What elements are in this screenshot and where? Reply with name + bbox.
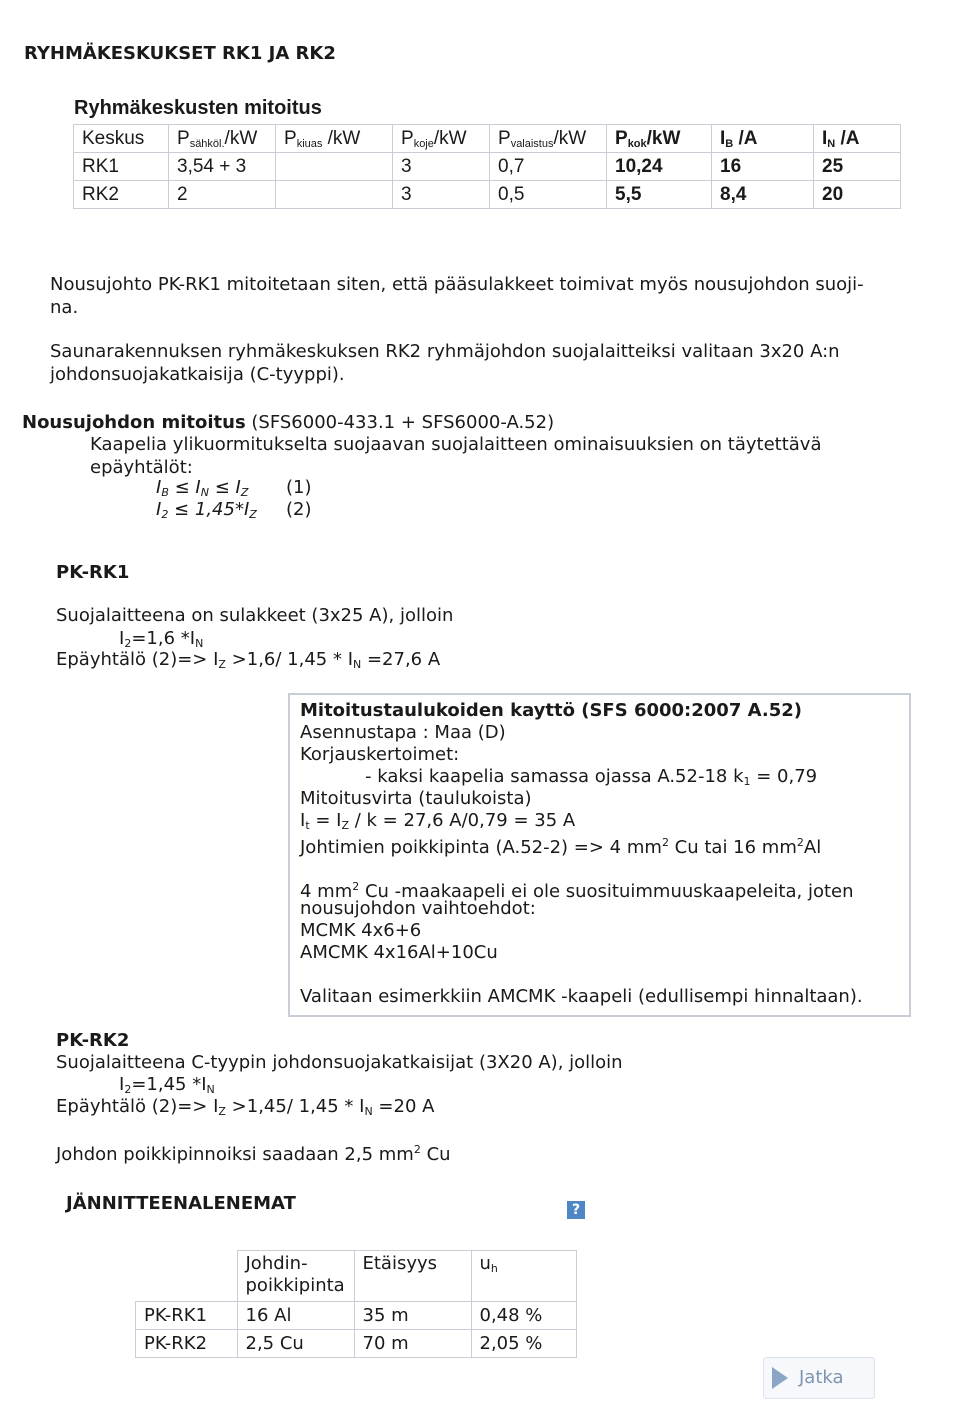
- riser-heading: Nousujohdon mitoitus (SFS6000-433.1 + SFS6000-A.52): [22, 412, 555, 433]
- table-header-row: [74, 125, 901, 153]
- table-cell: 5,5: [607, 181, 712, 209]
- header-cell: $I_N$ /A: [814, 125, 901, 153]
- table-row: [136, 1330, 577, 1358]
- table-cell: 70 m: [354, 1330, 471, 1358]
- box-choice: Valitaan esimerkkiin AMCMK -kaapeli (edullisempi hinnaltaan).: [300, 986, 863, 1007]
- header-cell: Johdin- poikkipinta: [237, 1251, 354, 1302]
- page-title: RYHMÄKESKUKSET RK1 JA RK2: [24, 43, 336, 64]
- table-cell: 16: [712, 153, 814, 181]
- sizing-heading: Ryhmäkeskusten mitoitus: [74, 97, 322, 119]
- para2-line1: Saunarakennuksen ryhmäkeskuksen RK2 ryhmäjohdon suojalaitteiksi valitaan 3x20 A:n: [50, 341, 840, 362]
- table-cell: 25: [814, 153, 901, 181]
- equation-1-number: (1): [286, 477, 312, 498]
- table-cell: RK2: [74, 181, 169, 209]
- table-cell: 0,5: [490, 181, 607, 209]
- voltage-heading: JÄNNITTEENALENEMAT: [66, 1193, 296, 1214]
- play-triangle-icon: [772, 1367, 788, 1389]
- header-cell-empty: [136, 1251, 238, 1302]
- box-correction-factor: - kaksi kaapelia samassa ojassa A.52-18 $k_1 = 0,79$: [365, 766, 818, 788]
- table-cell: [276, 153, 393, 181]
- pkrk1-heading: PK-RK1: [56, 562, 130, 583]
- table-cell: 0,7: [490, 153, 607, 181]
- header-cell: $P_{koje}/kW$: [393, 125, 490, 153]
- table-cell: 3,54 + 3: [169, 153, 276, 181]
- table-cell: 16 Al: [237, 1302, 354, 1330]
- header-cell: $P_{kok}/kW$: [607, 125, 712, 153]
- next-button-label: Jatka: [799, 1367, 844, 1388]
- para1-line1: Nousujohto PK-RK1 mitoitetaan siten, että pääsulakkeet toimivat myös nousujohdon suoji-: [50, 274, 864, 295]
- equation-2: $I_2 \le 1,45*I_Z$: [156, 499, 257, 521]
- para1-line2: na.: [50, 297, 79, 318]
- header-cell: $u_h$: [471, 1251, 577, 1302]
- para2-line2: johdonsuojakatkaisija (C-tyyppi).: [50, 364, 345, 385]
- riser-line1: Kaapelia ylikuormitukselta suojaavan suojalaitteen ominaisuuksien on täytettävä: [90, 434, 822, 455]
- sizing-tables-box: [288, 693, 911, 1017]
- table-cell: 20: [814, 181, 901, 209]
- pkrk2-line1: Suojalaitteena C-tyypin johdonsuojakatkaisijat (3X20 A), jolloin: [56, 1052, 623, 1073]
- box-note-line2: nousujohdon vaihtoehdot:: [300, 898, 536, 919]
- help-icon[interactable]: ?: [567, 1201, 585, 1219]
- pkrk2-line2: $I_2=1,45$ $*I_N$: [119, 1074, 215, 1096]
- table-row: [74, 181, 901, 209]
- table-cell: 3: [393, 181, 490, 209]
- riser-line2: epäyhtälöt:: [90, 457, 193, 478]
- pkrk1-line1: Suojalaitteena on sulakkeet (3x25 A), jolloin: [56, 605, 454, 626]
- pkrk1-line2: $I_2=1,6$ $*I_N$: [119, 628, 204, 650]
- equation-1: $I_B \le I_N \le I_Z$: [156, 477, 249, 499]
- header-cell: $P_{kiuas}$ /kW: [276, 125, 393, 153]
- box-option-2: AMCMK 4x16Al+10Cu: [300, 942, 498, 963]
- table-header-row: [136, 1251, 577, 1302]
- box-current-value: $I_t = I_Z / k = 27,6$ A/0,79 = 35 A: [300, 810, 576, 832]
- table-cell: 0,48 %: [471, 1302, 577, 1330]
- table-row: [136, 1302, 577, 1330]
- table-cell: 10,24: [607, 153, 712, 181]
- box-correction: Korjauskertoimet:: [300, 744, 460, 765]
- table-cell: 8,4: [712, 181, 814, 209]
- table-cell: RK1: [74, 153, 169, 181]
- equation-2-number: (2): [286, 499, 312, 520]
- box-cross-section: Johtimien poikkipinta (A.52-2) => 4 $mm^2$ Cu tai 16 $mm^2Al$: [300, 836, 822, 858]
- table-cell: [276, 181, 393, 209]
- pkrk1-line3: Epäyhtälö $(2)=> I_Z >1,6/$ $1,45 * I_N =27,6$ A: [56, 649, 441, 671]
- pkrk2-line4: Johdon poikkipinnoiksi saadaan 2,5 $mm^2$ Cu: [56, 1143, 451, 1165]
- box-install: Asennustapa : Maa (D): [300, 722, 506, 743]
- header-cell: $P_{valaistus}/kW$: [490, 125, 607, 153]
- table-row: [74, 153, 901, 181]
- header-cell: $P_{sähköl.}/kW$: [169, 125, 276, 153]
- pkrk2-line3: Epäyhtälö $(2)=> I_Z >1,45/$ $1,45 * I_N =20$ A: [56, 1096, 435, 1118]
- next-button[interactable]: [763, 1357, 875, 1399]
- table-cell: 3: [393, 153, 490, 181]
- table-cell: PK-RK1: [136, 1302, 238, 1330]
- table-cell: 2: [169, 181, 276, 209]
- pkrk2-heading: PK-RK2: [56, 1030, 130, 1051]
- voltage-table: [135, 1250, 577, 1358]
- box-current: Mitoitusvirta (taulukoista): [300, 788, 532, 809]
- header-cell: Etäisyys: [354, 1251, 471, 1302]
- box-heading: Mitoitustaulukoiden kayttö (SFS 6000:2007 A.52): [300, 700, 802, 721]
- table-cell: PK-RK2: [136, 1330, 238, 1358]
- table-cell: 2,5 Cu: [237, 1330, 354, 1358]
- table-cell: 35 m: [354, 1302, 471, 1330]
- box-note-line1: 4 $mm^2$ Cu -maakaapeli ei ole suosituimmuuskaapeleita, joten: [300, 880, 854, 902]
- sizing-table: [73, 124, 901, 209]
- header-cell: Keskus: [74, 125, 169, 153]
- header-cell: $I_B$ /A: [712, 125, 814, 153]
- table-cell: 2,05 %: [471, 1330, 577, 1358]
- box-option-1: MCMK 4x6+6: [300, 920, 422, 941]
